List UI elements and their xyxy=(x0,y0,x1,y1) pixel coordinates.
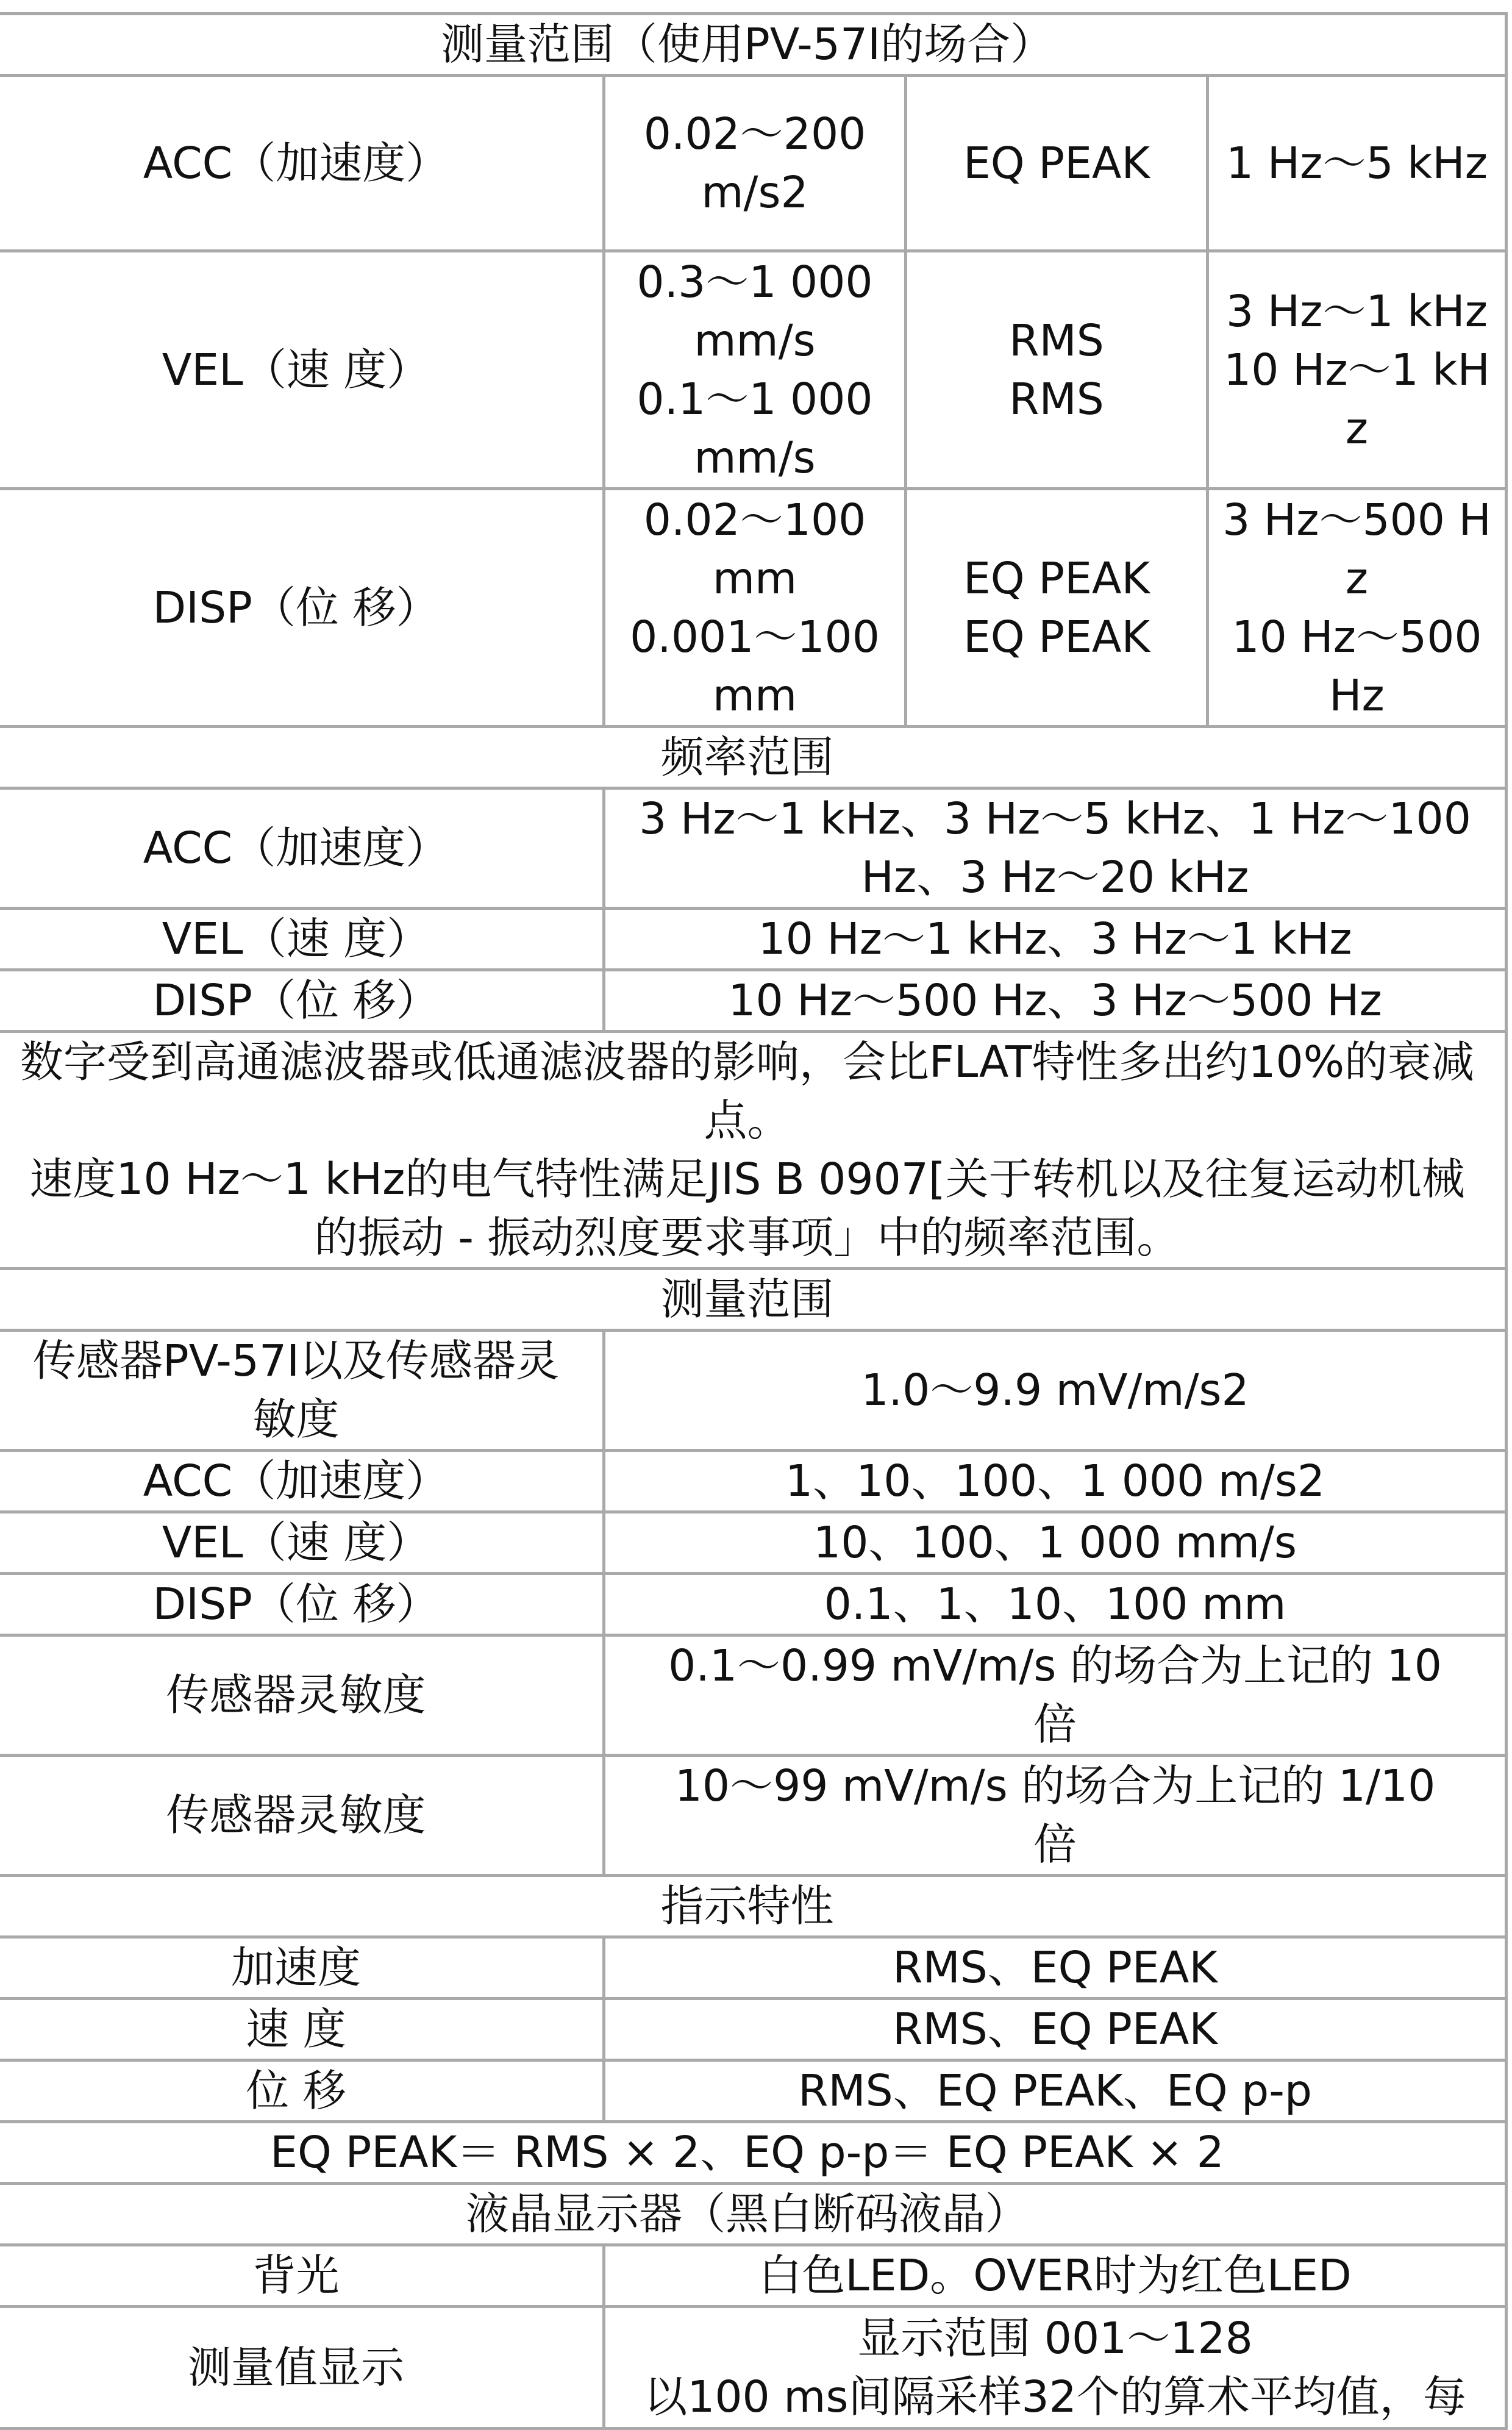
row-label xyxy=(0,1574,604,1635)
mode-line: RMS xyxy=(1009,373,1104,424)
row-label xyxy=(0,1331,604,1451)
value-cell xyxy=(604,909,1507,970)
value-line: 10～99 mV/m/s 的场合为上记的 1/10 xyxy=(674,1760,1436,1811)
row-label: 测量值显示 xyxy=(0,2307,604,2429)
range-cell xyxy=(604,251,906,489)
value-cell xyxy=(604,1635,1507,1756)
notes-cell xyxy=(0,1032,1507,1269)
mode-cell xyxy=(906,251,1208,489)
row-label: DISP（位 移） xyxy=(0,970,604,1032)
range-line: mm/s xyxy=(694,315,816,366)
frequency-line: z xyxy=(1345,402,1369,454)
value-line: 10、100、1 000 mm/s xyxy=(813,1517,1297,1568)
frequency-cell xyxy=(1208,76,1507,251)
value-line: 倍 xyxy=(1033,1699,1077,1749)
note-text: 数字受到高通滤波器或低通滤波器的影响，会比FLAT特性多出约10%的衰减点。 xyxy=(20,1037,1475,1146)
label-line: DISP（位 移） xyxy=(152,1579,440,1629)
mode-cell xyxy=(906,76,1208,251)
frequency-line: 10 Hz～1 kH xyxy=(1224,344,1490,395)
mode-line: EQ PEAK xyxy=(963,552,1150,604)
value-cell xyxy=(604,970,1507,1032)
label-line: 传感器灵敏度 xyxy=(166,1790,426,1840)
table-row xyxy=(0,1937,1507,1999)
value-cell: RMS、EQ PEAK xyxy=(604,1937,1507,1999)
value-cell xyxy=(604,1756,1507,1876)
value-line: 10 Hz～1 kHz、3 Hz～1 kHz xyxy=(758,913,1352,964)
value-cell xyxy=(604,1512,1507,1574)
range-line: 0.3～1 000 xyxy=(637,256,873,307)
range-line: 0.1～1 000 xyxy=(637,373,873,424)
value-line: 1、10、100、1 000 m/s2 xyxy=(785,1456,1325,1506)
table-row xyxy=(0,251,1507,489)
table-row xyxy=(0,2245,1507,2307)
table-row xyxy=(0,1999,1507,2060)
value-line: 0.1、1、10、100 mm xyxy=(824,1579,1286,1629)
table-row xyxy=(0,489,1507,727)
mode-line: EQ PEAK xyxy=(963,611,1150,662)
row-label: 位 移 xyxy=(0,2060,604,2122)
value-cell: RMS、EQ PEAK、EQ p-p xyxy=(604,2060,1507,2122)
value-line: 3 Hz～1 kHz、3 Hz～5 kHz、1 Hz～100 xyxy=(639,793,1471,844)
label-line: 传感器PV-57I以及传感器灵 xyxy=(32,1335,560,1386)
frequency-line: Hz xyxy=(1329,670,1385,721)
section-header-row xyxy=(0,14,1507,76)
range-line: mm/s xyxy=(694,432,816,483)
table-row xyxy=(0,1574,1507,1635)
value-line: 白色LED。OVER时为红色LED xyxy=(758,2250,1352,2301)
section-header-row xyxy=(0,727,1507,788)
value-line: Hz、3 Hz～20 kHz xyxy=(861,852,1249,902)
section-title: 测量范围（使用PV-57Ⅰ的场合） xyxy=(0,14,1507,76)
frequency-cell xyxy=(1208,489,1507,727)
table-row xyxy=(0,909,1507,970)
label-line: 敏度 xyxy=(252,1394,340,1445)
range-line: 0.02～200 xyxy=(643,108,866,159)
range-line: 0.001～100 xyxy=(630,611,880,662)
table-row xyxy=(0,970,1507,1032)
row-label: 速 度 xyxy=(0,1999,604,2060)
row-label: ACC（加速度） xyxy=(0,76,604,251)
label-line: ACC（加速度） xyxy=(143,1456,449,1506)
mode-line: RMS xyxy=(1009,315,1104,366)
section-title: 测量范围 xyxy=(0,1269,1507,1331)
specification-table xyxy=(0,12,1508,2430)
row-label xyxy=(0,1756,604,1876)
table-row xyxy=(0,1635,1507,1756)
section-header-row xyxy=(0,1269,1507,1331)
value-line: 倍 xyxy=(1033,1819,1077,1870)
table-row xyxy=(0,1331,1507,1451)
formula-row xyxy=(0,2122,1507,2184)
mode-cell xyxy=(906,489,1208,727)
row-label xyxy=(0,1451,604,1512)
formula-cell: EQ PEAK＝ RMS × 2、EQ p-p＝ EQ PEAK × 2 xyxy=(0,2122,1507,2184)
table-row xyxy=(0,2060,1507,2122)
value-cell xyxy=(604,1451,1507,1512)
label-line: VEL（速 度） xyxy=(162,1517,430,1568)
row-label: DISP（位 移） xyxy=(0,489,604,727)
frequency-line: 10 Hz～500 xyxy=(1232,611,1482,662)
value-cell xyxy=(604,1574,1507,1635)
range-cell xyxy=(604,76,906,251)
value-line: 1.0～9.9 mV/m/s2 xyxy=(861,1365,1249,1415)
range-line: mm xyxy=(712,552,797,604)
table-row xyxy=(0,1756,1507,1876)
row-label: 加速度 xyxy=(0,1937,604,1999)
frequency-line: z xyxy=(1345,552,1369,604)
section-title: 指示特性 xyxy=(0,1876,1507,1937)
value-cell xyxy=(604,1331,1507,1451)
note-text: 速度10 Hz～1 kHz的电气特性满足JIS B 0907[关于转机以及往复运动机械的振动 - 振动烈度要求事项」中的频率范围。 xyxy=(29,1154,1465,1263)
frequency-line: 3 Hz～1 kHz xyxy=(1226,285,1488,337)
range-line: m/s2 xyxy=(701,166,808,218)
value-line: 10 Hz～500 Hz、3 Hz～500 Hz xyxy=(728,975,1382,1026)
table-row xyxy=(0,76,1507,251)
table-row xyxy=(0,1512,1507,1574)
frequency-line: 3 Hz～500 H xyxy=(1222,494,1491,545)
section-header-row xyxy=(0,2184,1507,2245)
frequency-cell xyxy=(1208,251,1507,489)
notes-row xyxy=(0,1032,1507,1269)
value-line: 0.1～0.99 mV/m/s 的场合为上记的 10 xyxy=(668,1640,1442,1691)
value-line: 显示范围 001～128 xyxy=(857,2312,1253,2364)
value-cell xyxy=(604,2245,1507,2307)
frequency-line: 1 Hz～5 kHz xyxy=(1226,137,1488,188)
row-label: 背光 xyxy=(0,2245,604,2307)
value-cell: RMS、EQ PEAK xyxy=(604,1999,1507,2060)
section-title: 液晶显示器（黑白断码液晶） xyxy=(0,2184,1507,2245)
value-cell xyxy=(604,2307,1507,2429)
range-line: mm xyxy=(712,670,797,721)
row-label: ACC（加速度） xyxy=(0,788,604,909)
table-row xyxy=(0,2307,1507,2429)
table-row xyxy=(0,1451,1507,1512)
range-cell xyxy=(604,489,906,727)
value-cell xyxy=(604,788,1507,909)
row-label: VEL（速 度） xyxy=(0,909,604,970)
section-title: 频率范围 xyxy=(0,727,1507,788)
label-line: 传感器灵敏度 xyxy=(166,1670,426,1720)
row-label xyxy=(0,1635,604,1756)
table-row xyxy=(0,788,1507,909)
range-line: 0.02～100 xyxy=(643,494,866,545)
row-label xyxy=(0,1512,604,1574)
value-line: 以100 ms间隔采样32个的算术平均值，每 xyxy=(644,2371,1466,2422)
row-label: VEL（速 度） xyxy=(0,251,604,489)
mode-line: EQ PEAK xyxy=(963,137,1150,188)
section-header-row xyxy=(0,1876,1507,1937)
